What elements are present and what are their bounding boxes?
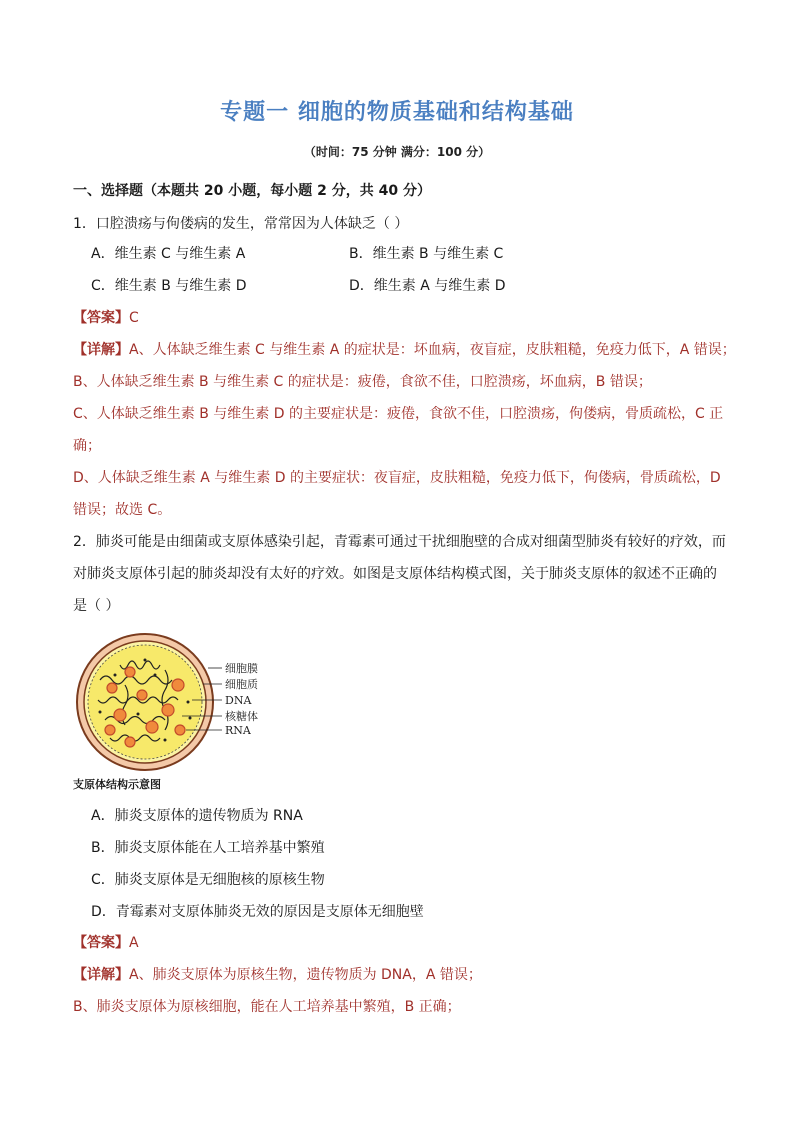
question-1-detail-line: B、人体缺乏维生素 B 与维生素 C 的症状是：疲倦，食欲不佳，口腔溃疡，坏血病，B 错误； <box>73 374 652 390</box>
label-cell-membrane: 细胞膜 <box>225 662 258 675</box>
question-2-stem-line: 对肺炎支原体引起的肺炎却没有太好的疗效。如图是支原体结构模式图，关于肺炎支原体的叙述不正确的 <box>73 566 717 582</box>
question-2-answer <box>73 933 139 953</box>
label-dna: DNA <box>225 694 252 707</box>
question-1-stem: 1．口腔溃疡与佝偻病的发生，常常因为人体缺乏（ ） <box>73 216 409 232</box>
label-cytoplasm: 细胞质 <box>225 678 258 691</box>
detail-text: A、肺炎支原体为原核生物，遗传物质为 DNA，A 错误； <box>129 967 482 983</box>
question-2-option-b: B．肺炎支原体能在人工培养基中繁殖 <box>91 840 325 856</box>
section-heading: 一、选择题（本题共 20 小题，每小题 2 分，共 40 分） <box>73 183 431 199</box>
detail-label: 【详解】 <box>73 967 129 983</box>
question-1-detail-line: 确； <box>73 438 101 454</box>
question-1-detail-line: 错误；故选 C。 <box>73 502 172 518</box>
label-rna: RNA <box>225 724 251 737</box>
question-1-option-a: A．维生素 C 与维生素 A <box>91 246 246 262</box>
page-title: 专题一 细胞的物质基础和结构基础 <box>220 100 574 125</box>
question-1-detail-line: C、人体缺乏维生素 B 与维生素 D 的主要症状是：疲倦，食欲不佳，口腔溃疡，佝偻病，骨质疏松，C 正 <box>73 406 724 422</box>
question-2-detail-line <box>73 965 482 985</box>
question-2-option-a: A．肺炎支原体的遗传物质为 RNA <box>91 808 303 824</box>
answer-label: 【答案】 <box>73 310 129 326</box>
question-1-option-d: D．维生素 A 与维生素 D <box>349 278 506 294</box>
question-1-detail-line: D、人体缺乏维生素 A 与维生素 D 的主要症状：夜盲症，皮肤粗糙，免疫力低下，佝偻病，骨质疏松，D <box>73 470 721 486</box>
answer-value: C <box>129 310 139 326</box>
detail-text: A、人体缺乏维生素 C 与维生素 A 的症状是：坏血病，夜盲症，皮肤粗糙，免疫力低下，A 错误； <box>129 342 736 358</box>
question-2-option-c: C．肺炎支原体是无细胞核的原核生物 <box>91 872 325 888</box>
label-ribosome: 核糖体 <box>225 710 258 723</box>
answer-label: 【答案】 <box>73 935 129 951</box>
question-1-answer <box>73 308 139 328</box>
question-2-detail-line: B、肺炎支原体为原核细胞，能在人工培养基中繁殖，B 正确； <box>73 999 461 1015</box>
question-1-option-b: B．维生素 B 与维生素 C <box>349 246 504 262</box>
question-2-stem-line: 是（ ） <box>73 598 120 614</box>
answer-value: A <box>129 935 139 951</box>
question-2-option-d: D．青霉素对支原体肺炎无效的原因是支原体无细胞壁 <box>91 904 424 920</box>
question-2-stem-line: 2．肺炎可能是由细菌或支原体感染引起，青霉素可通过干扰细胞壁的合成对细菌型肺炎有较好的疗效，而 <box>73 534 726 550</box>
mycoplasma-diagram <box>70 630 270 780</box>
exam-info: （时间：75 分钟 满分：100 分） <box>303 145 491 159</box>
question-1-option-c: C．维生素 B 与维生素 D <box>91 278 247 294</box>
figure-caption: 支原体结构示意图 <box>73 778 161 791</box>
question-1-detail-line <box>73 340 736 360</box>
detail-label: 【详解】 <box>73 342 129 358</box>
